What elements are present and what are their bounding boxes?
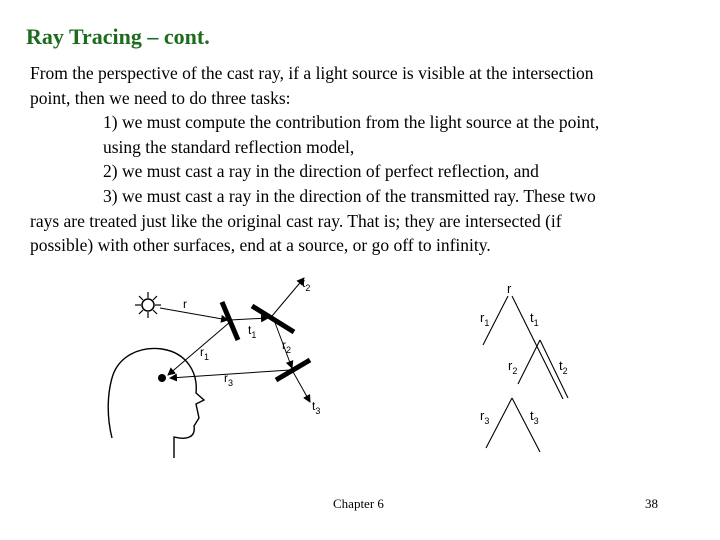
paragraph-line: possible) with other surfaces, end at a source, or go off to infinity.: [30, 235, 491, 256]
paragraph-line: From the perspective of the cast ray, if a light source is visible at the intersection: [30, 63, 594, 83]
label-r1: $r_1$: [200, 345, 210, 362]
tree-node-t2: $t_2$: [559, 358, 568, 376]
tree-edge-t1-r2: [518, 340, 540, 384]
paragraph-line: 2) we must cast a ray in the direction of perfect reflection, and: [103, 161, 539, 182]
tree-node-r3: $r_3$: [480, 408, 490, 426]
tree-node-t1: $t_1$: [530, 310, 539, 328]
label-t2: $t_2$: [302, 276, 311, 293]
footer-chapter: Chapter 6: [333, 496, 384, 511]
tree-node-r1: $r_1$: [480, 310, 490, 328]
paragraph-line: point, then we need to do three tasks:: [30, 87, 291, 108]
paragraph-line: rays are treated just like the original cast ray. That is; they are intersected (if: [30, 210, 562, 231]
tree-node-t3: $t_3$: [530, 408, 539, 426]
label-r: r: [183, 297, 187, 311]
tree-node-r2: $r_2$: [508, 358, 518, 376]
label-t3: $t_3$: [312, 399, 321, 416]
paragraph-line: 3) we must cast a ray in the direction of the transmitted ray. These two: [103, 185, 596, 206]
footer-page-number: 38: [645, 496, 658, 511]
slide-title: Ray Tracing – cont.: [26, 24, 210, 49]
paragraph-line: 1) we must compute the contribution from the light source at the point,: [103, 112, 600, 133]
tree-edge-r2-r3: [486, 398, 512, 448]
label-t1: $t_1$: [248, 323, 257, 340]
tree-edge-r-t1: [512, 296, 563, 399]
paragraph-line: using the standard reflection model,: [103, 136, 355, 157]
label-r2: $r_2$: [282, 338, 292, 355]
label-r3: $r_3$: [224, 371, 234, 388]
tree-node-r: r: [507, 281, 512, 296]
